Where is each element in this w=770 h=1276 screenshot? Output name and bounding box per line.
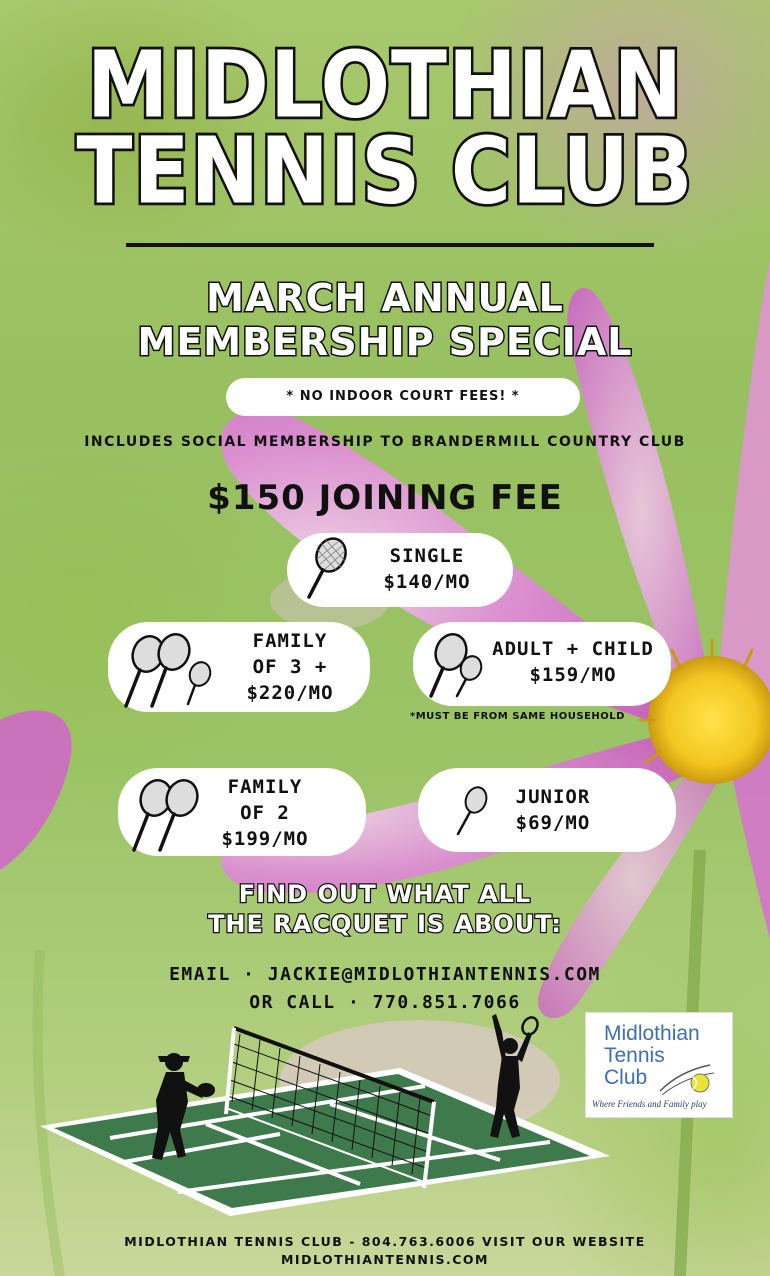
plan-family3-label2: OF 3 + <box>252 656 328 678</box>
special-subtitle-line1: MARCH ANNUAL <box>206 276 564 320</box>
household-note: *MUST BE FROM SAME HOUSEHOLD <box>410 711 625 722</box>
plan-adult-child-price: $159/MO <box>529 664 617 686</box>
plan-family3-card <box>108 622 370 712</box>
plan-family2-card <box>118 768 366 856</box>
cta-line1: FIND OUT WHAT ALL <box>238 880 532 908</box>
contact-phone[interactable]: OR CALL · 770.851.7066 <box>249 992 521 1013</box>
special-subtitle-line2: MEMBERSHIP SPECIAL <box>137 320 633 364</box>
tennis-court-illustration <box>30 1010 630 1220</box>
plan-family3-price: $220/MO <box>246 682 334 704</box>
single-racquet-icon <box>301 537 351 601</box>
title-divider <box>126 243 654 247</box>
two-racquets-icon <box>126 774 206 854</box>
plan-adult-child-label: ADULT + CHILD <box>492 638 654 660</box>
plan-family2-price: $199/MO <box>221 828 309 850</box>
three-racquets-icon <box>118 630 218 710</box>
plan-single-card <box>287 533 513 607</box>
joining-fee: $150 JOINING FEE <box>207 478 563 518</box>
plan-junior-label: JUNIOR <box>515 786 591 808</box>
right-player-icon <box>490 1014 541 1138</box>
no-fees-badge: * NO INDOOR COURT FEES! * <box>226 378 580 416</box>
club-title-line1: MIDLOTHIAN <box>86 32 684 139</box>
plan-family3-label1: FAMILY <box>252 630 328 652</box>
logo-tagline: Where Friends and Family play <box>592 1099 707 1109</box>
plan-single-price: $140/MO <box>383 571 471 593</box>
plan-adult-child-card <box>413 622 671 706</box>
plan-junior-card <box>418 768 676 852</box>
logo-line1: Midlothian <box>604 1022 700 1045</box>
club-title-line2: TENNIS CLUB <box>76 118 694 225</box>
plan-junior-price: $69/MO <box>515 812 591 834</box>
cta-line2: THE RACQUET IS ABOUT: <box>208 910 562 938</box>
includes-text: INCLUDES SOCIAL MEMBERSHIP TO BRANDERMILL COUNTRY CLUB <box>84 434 686 450</box>
logo-line2: Tennis <box>604 1044 665 1067</box>
plan-single-label: SINGLE <box>389 545 465 567</box>
contact-email[interactable]: EMAIL · JACKIE@MIDLOTHIANTENNIS.COM <box>169 964 601 985</box>
club-logo <box>585 1012 733 1118</box>
tennis-ball-icon <box>660 1061 716 1095</box>
plan-family2-label2: OF 2 <box>240 802 290 824</box>
small-racquet-icon <box>452 784 492 838</box>
footer-line1: MIDLOTHIAN TENNIS CLUB - 804.763.6006 VISIT OUR WEBSITE <box>124 1234 646 1249</box>
two-racquets-icon <box>423 630 489 700</box>
footer-website-link[interactable]: MIDLOTHIANTENNIS.COM <box>280 1252 489 1267</box>
plan-family2-label1: FAMILY <box>227 776 303 798</box>
logo-line3: Club <box>604 1066 648 1089</box>
